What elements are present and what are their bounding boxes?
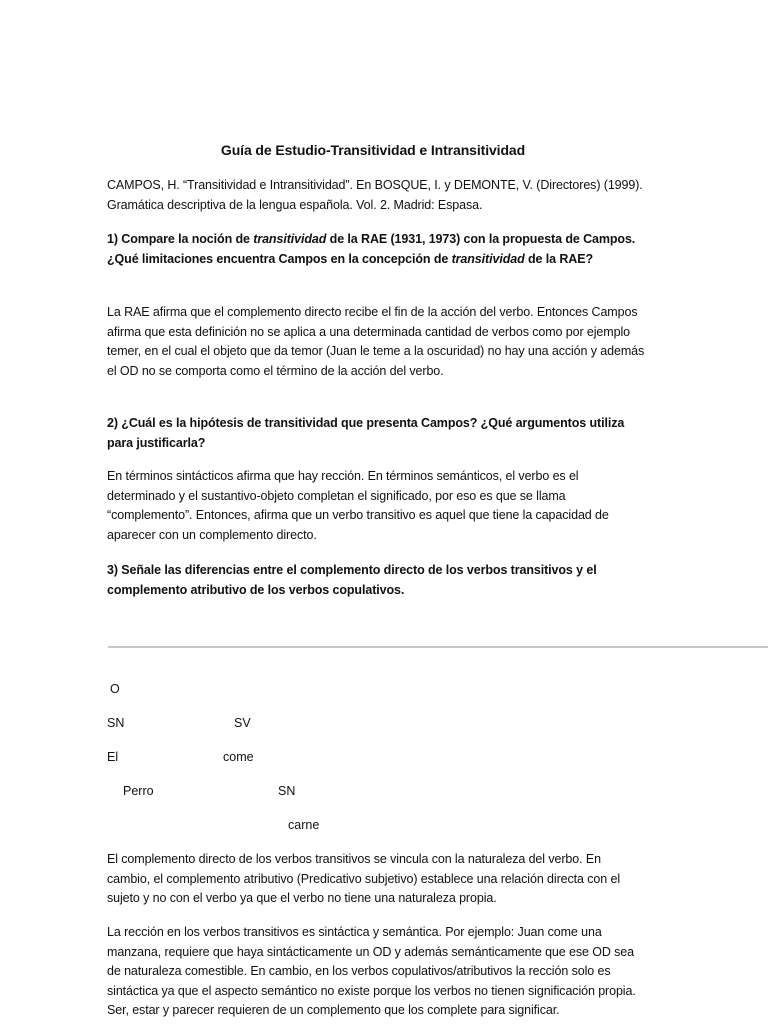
tree-node-come: come [223, 750, 254, 764]
page-title: Guía de Estudio-Transitividad e Intransitividad [220, 142, 526, 158]
question-3: 3) Señale las diferencias entre el complemento directo de los verbos transitivos y el complemento atributivo de los verbos copulativos. [107, 563, 597, 597]
question-1-emphasis-2: transitividad [451, 251, 525, 266]
tree-node-o: O [110, 682, 120, 696]
tree-node-sv: SV [234, 716, 251, 730]
bibliographic-reference: CAMPOS, H. “Transitividad e Intransitividad”. En BOSQUE, I. y DEMONTE, V. (Directores) (1999). Gramática descriptiva de la lengua española. Vol. 2. Madrid: Espasa. [107, 178, 643, 212]
tree-node-perro: Perro [123, 784, 154, 798]
question-2: 2) ¿Cuál es la hipótesis de transitividad que presenta Campos? ¿Qué argumentos utiliza para justificarla? [107, 416, 625, 450]
answer-3-paragraph-1: El complemento directo de los verbos transitivos se vincula con la naturaleza del verbo. En cambio, el complemento atributivo (Predicativo subjetivo) establece una relación directa con el sujeto y no con el verbo ya que el verbo no tiene una naturaleza propia. [107, 852, 620, 905]
question-1-part-3: de la RAE? [524, 251, 593, 266]
answer-2: En términos sintácticos afirma que hay rección. En términos semánticos, el verbo es el determinado y el sustantivo-objeto completan el significado, por eso es que se llama “complemento”. Entonces, afirma que un verbo transitivo es aquel que tiene la capacidad de aparecer con un complemento directo. [107, 469, 609, 542]
tree-node-el: El [107, 750, 119, 764]
tree-node-carne: carne [288, 818, 320, 832]
question-1 [107, 230, 647, 269]
answer-3-paragraph-2: La rección en los verbos transitivos es sintáctica y semántica. Por ejemplo: Juan come una manzana, requiere que haya sintácticamente un OD y además semánticamente que ese OD sea de naturaleza comestible. En cambio, en los verbos copulativos/atributivos la rección solo es sintáctica ya que el aspecto semántico no existe porque los verbos no tienen significación propia. Ser, estar y parecer requieren de un complemento que los complete para significar. [107, 925, 636, 1017]
question-1-emphasis-1: transitividad [253, 232, 327, 246]
answer-1: La RAE afirma que el complemento directo recibe el fin de la acción del verbo. Entonces Campos afirma que esta definición no se aplica a una determinada cantidad de verbos como por ejemplo temer, en el cual el objeto que da temor (Juan le teme a la oscuridad) no hay una acción y además el OD no se comporta como el término de la acción del verbo. [107, 305, 645, 378]
tree-node-sn: SN [107, 716, 125, 730]
tree-node-sn-object: SN [278, 784, 296, 798]
horizontal-divider [108, 646, 768, 648]
question-1-part-1: 1) Compare la noción de [107, 232, 254, 246]
question-1-part-2: de la RAE (1931, 1973) con la propuesta de Campos. ¿Qué limitaciones encuentra Campos en la concepción de [107, 232, 636, 266]
